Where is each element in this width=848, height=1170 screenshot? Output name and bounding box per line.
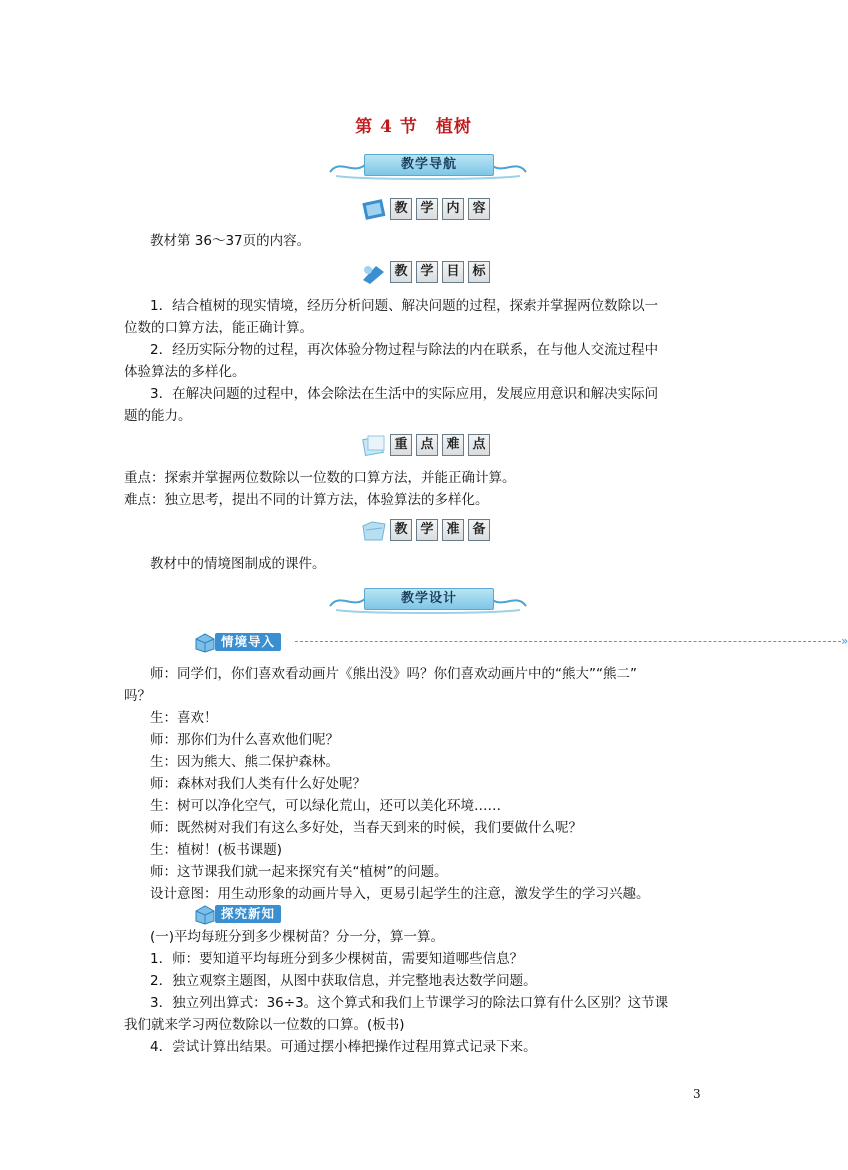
section-char: 难	[442, 434, 464, 456]
folder-icon	[360, 518, 388, 544]
explore-step: 我们就来学习两位数除以一位数的口算。(板书)	[124, 1017, 405, 1033]
explore-question: (一)平均每班分到多少棵树苗？分一分，算一算。	[150, 929, 445, 945]
dashed-divider	[295, 641, 841, 642]
banner-teaching-nav	[326, 150, 530, 180]
section-char: 准	[442, 519, 464, 541]
key-point-text: 重点：探索并掌握两位数除以一位数的口算方法，并能正确计算。	[124, 470, 516, 486]
dialog-line: 生：喜欢！	[150, 710, 218, 726]
explore-step: 1．师：要知道平均每班分到多少棵树苗，需要知道哪些信息？	[150, 951, 524, 967]
section-char: 学	[416, 261, 438, 283]
section-char: 目	[442, 261, 464, 283]
dialog-line: 师：森林对我们人类有什么好处呢？	[150, 776, 366, 792]
section-char: 点	[416, 434, 438, 456]
section-char: 备	[468, 519, 490, 541]
section-number: 第 4 节	[355, 117, 418, 137]
section-char: 教	[390, 519, 412, 541]
section-name: 植树	[435, 117, 472, 137]
goal-line: 2．经历实际分物的过程，再次体验分物过程与除法的内在联系，在与他人交流过程中	[150, 342, 659, 358]
design-intent: 设计意图：用生动形象的动画片导入，更易引起学生的注意，激发学生的学习兴趣。	[150, 886, 650, 902]
goal-line: 3．在解决问题的过程中，体会除法在生活中的实际应用，发展应用意识和解决实际问	[150, 386, 659, 402]
content-text: 教材第 36～37页的内容。	[150, 233, 311, 249]
section-teaching-prep	[360, 518, 500, 544]
explore-step: 2．独立观察主题图，从图中获取信息，并完整地表达数学问题。	[150, 973, 537, 989]
explore-step: 3．独立列出算式：36÷3。这个算式和我们上节课学习的除法口算有什么区别？这节课	[150, 995, 669, 1011]
section-teaching-content	[360, 197, 500, 223]
banner-label: 教学导航	[364, 154, 494, 176]
section-char: 教	[390, 261, 412, 283]
section-char: 学	[416, 519, 438, 541]
dialog-line: 师：同学们，你们喜欢看动画片《熊出没》吗？你们喜欢动画片中的“熊大”“熊二”	[150, 666, 637, 682]
banner-label: 教学设计	[364, 588, 494, 610]
cube-icon	[193, 903, 217, 925]
goal-line: 体验算法的多样化。	[124, 364, 246, 380]
goal-line: 1．结合植树的现实情境，经历分析问题、解决问题的过程，探索并掌握两位数除以一	[150, 298, 659, 314]
book-icon	[360, 197, 388, 223]
section-key-points	[360, 433, 500, 459]
paper-icon	[360, 433, 388, 459]
dialog-line: 生：因为熊大、熊二保护森林。	[150, 754, 339, 770]
section-char: 标	[468, 261, 490, 283]
dialog-line: 生：树可以净化空气，可以绿化荒山，还可以美化环境……	[150, 798, 501, 814]
dialog-line: 吗？	[124, 688, 151, 704]
dialog-line: 生：植树！(板书课题)	[150, 842, 283, 858]
tab-label: 探究新知	[215, 905, 281, 923]
page-number: 3	[693, 1087, 701, 1101]
dialog-line: 师：既然树对我们有这么多好处，当春天到来的时候，我们要做什么呢？	[150, 820, 582, 836]
section-char: 容	[468, 198, 490, 220]
goal-line: 题的能力。	[124, 408, 192, 424]
tab-label: 情境导入	[215, 633, 281, 651]
section-char: 内	[442, 198, 464, 220]
goal-line: 位数的口算方法，能正确计算。	[124, 320, 313, 336]
prep-text: 教材中的情境图制成的课件。	[150, 556, 326, 572]
difficulty-text: 难点：独立思考，提出不同的计算方法，体验算法的多样化。	[124, 492, 489, 508]
cube-icon	[193, 631, 217, 653]
section-char: 点	[468, 434, 490, 456]
banner-teaching-design	[326, 584, 530, 614]
dialog-line: 师：那你们为什么喜欢他们呢？	[150, 732, 339, 748]
section-teaching-goals	[360, 260, 500, 286]
section-char: 教	[390, 198, 412, 220]
double-arrow-icon: »	[841, 634, 848, 648]
section-char: 重	[390, 434, 412, 456]
page-title	[0, 112, 827, 137]
explore-step: 4．尝试计算出结果。可通过摆小棒把操作过程用算式记录下来。	[150, 1039, 537, 1055]
section-char: 学	[416, 198, 438, 220]
dialog-line: 师：这节课我们就一起来探究有关“植树”的问题。	[150, 864, 448, 880]
pen-icon	[360, 260, 388, 286]
